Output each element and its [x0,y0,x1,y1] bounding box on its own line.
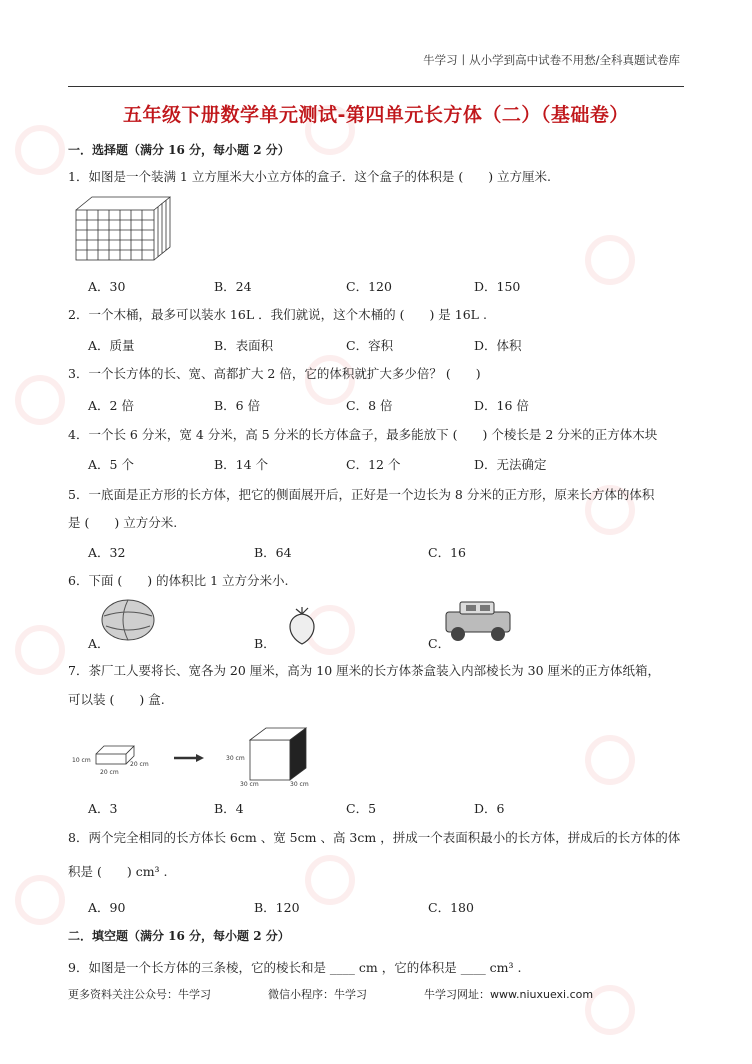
footer-mini-program: 微信小程序：牛学习 [268,988,367,1001]
q1-option-d[interactable]: D．150 [474,279,521,294]
header-right-text: 牛学习丨从小学到高中试卷不用愁/全科真题试卷库 [423,53,680,67]
q7-tea-box-figure [70,740,160,780]
q6-option-c[interactable]: C． [428,636,451,651]
q7-cube-box-figure [226,726,326,786]
q6-toy-car-image [442,598,516,644]
q5-option-a[interactable]: A．32 [88,545,126,560]
q5-option-b[interactable]: B．64 [254,545,292,560]
q1-option-a[interactable]: A．30 [88,279,126,294]
q7-arrow-icon [172,752,206,764]
q6-option-b[interactable]: B． [254,636,276,651]
q7-cube-width-label: 30 cm [240,781,259,786]
q2-option-b[interactable]: B．表面积 [214,338,274,353]
q8-option-a[interactable]: A．90 [88,900,126,915]
section-1-heading: 一．选择题（满分 16 分，每小题 2 分） [68,143,290,157]
question-5-line-1: 5．一底面是正方形的长方体，把它的侧面展开后，正好是一个边长为 8 分米的正方形，原来长方体的体积 [68,487,655,502]
q8-option-b[interactable]: B．120 [254,900,300,915]
q7-small-depth-label: 20 cm [130,761,149,768]
q7-cube-depth-label: 30 cm [290,781,309,786]
question-8-line-2: 积是 ( ) cm³ . [68,864,168,879]
question-1: 1．如图是一个装满 1 立方厘米大小立方体的盒子．这个盒子的体积是 ( ) 立方厘米. [68,169,552,184]
q7-option-c[interactable]: C．5 [346,801,377,816]
footer-website-link[interactable]: 牛学习网址：www.niuxuexi.com [424,988,594,1001]
q7-small-height-label: 10 cm [72,757,91,764]
question-2: 2．一个木桶，最多可以装水 16L ．我们就说，这个木桶的 ( ) 是 16L . [68,307,487,322]
q4-option-a[interactable]: A．5 个 [88,457,134,472]
q3-option-d[interactable]: D．16 倍 [474,398,529,413]
page-title: 五年级下册数学单元测试-第四单元长方体（二）（基础卷） [123,104,629,126]
question-6: 6．下面 ( ) 的体积比 1 立方分米小. [68,573,289,588]
q4-option-c[interactable]: C．12 个 [346,457,401,472]
q1-option-b[interactable]: B．24 [214,279,252,294]
question-4: 4．一个长 6 分米，宽 4 分米，高 5 分米的长方体盒子，最多能放下 ( ) 个棱长是 2 分米的正方体木块 [68,427,658,442]
q7-option-d[interactable]: D．6 [474,801,505,816]
q7-small-width-label: 20 cm [100,769,119,776]
q2-option-a[interactable]: A．质量 [88,338,135,353]
question-7-line-1: 7．茶厂工人要将长、宽各为 20 厘米，高为 10 厘米的长方体茶盒装入内部棱长为 30 厘米的正方体纸箱， [68,663,661,678]
footer-wechat-account: 更多资料关注公众号：牛学习 [68,988,211,1001]
q6-strawberry-image [282,606,322,646]
question-7-line-2: 可以装 ( ) 盒. [68,692,165,707]
q7-option-a[interactable]: A．3 [88,801,118,816]
q3-option-a[interactable]: A．2 倍 [88,398,134,413]
header-divider [68,86,684,87]
q1-option-c[interactable]: C．120 [346,279,392,294]
question-3: 3．一个长方体的长、宽、高都扩大 2 倍，它的体积就扩大多少倍？ ( ) [68,366,481,381]
q5-option-c[interactable]: C．16 [428,545,466,560]
q4-option-b[interactable]: B．14 个 [214,457,269,472]
question-8-line-1: 8．两个完全相同的长方体长 6cm 、宽 5cm 、高 3cm ，拼成一个表面积最小的长方体，拼成后的长方体的体 [68,830,681,845]
q1-box-figure [74,194,174,264]
q7-cube-height-label: 30 cm [226,755,245,762]
q8-option-c[interactable]: C．180 [428,900,474,915]
q2-option-c[interactable]: C．容积 [346,338,394,353]
question-9: 9．如图是一个长方体的三条棱，它的棱长和是 ____ cm ，它的体积是 ____ cm³ . [68,960,522,975]
question-5-line-2: 是 ( ) 立方分米. [68,515,178,530]
q2-option-d[interactable]: D．体积 [474,338,522,353]
q3-option-c[interactable]: C．8 倍 [346,398,393,413]
q3-option-b[interactable]: B．6 倍 [214,398,261,413]
q7-option-b[interactable]: B．4 [214,801,244,816]
section-2-heading: 二．填空题（满分 16 分，每小题 2 分） [68,929,290,943]
q6-option-a[interactable]: A． [88,636,110,651]
q4-option-d[interactable]: D．无法确定 [474,457,547,472]
